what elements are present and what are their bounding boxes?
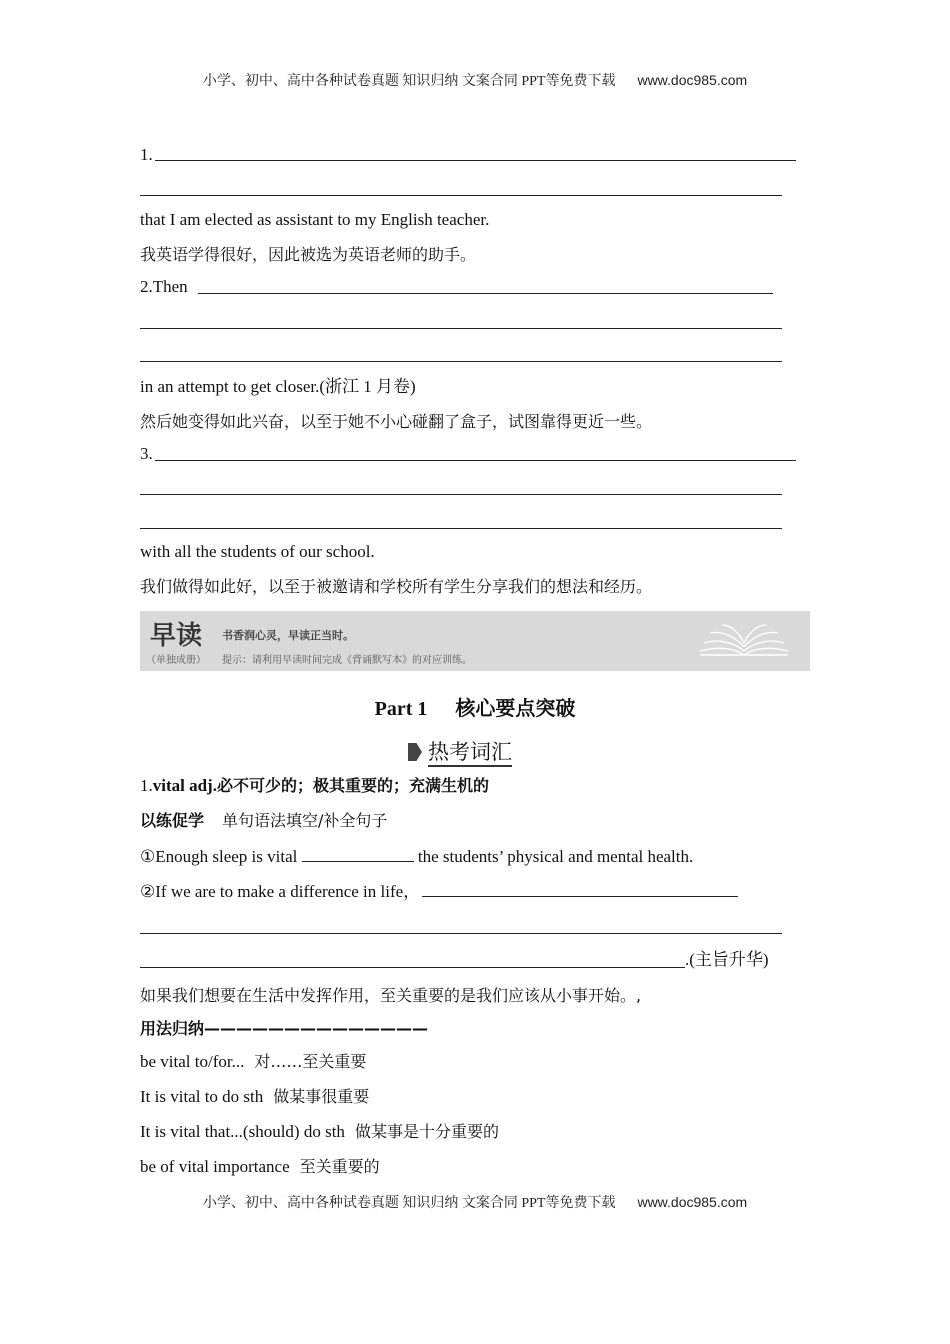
sentence-2-translation: 如果我们想要在生活中发挥作用，至关重要的是我们应该从小事开始。,: [140, 986, 642, 1005]
q3-blank-3[interactable]: [140, 528, 782, 529]
usage-item: [140, 1051, 366, 1073]
q2-blank-3[interactable]: [140, 361, 782, 362]
section-marker-icon: [408, 743, 422, 761]
header-url: www.doc985.com: [637, 72, 748, 88]
usage-zh: 做某事很重要: [273, 1087, 370, 1106]
q3-translation: 我们做得如此好，以至于被邀请和学校所有学生分享我们的想法和经历。: [140, 577, 653, 596]
sentence-2-blank-1[interactable]: [422, 880, 738, 897]
q1-end: that I am elected as assistant to my English teacher.: [140, 210, 490, 229]
q3-blank-2[interactable]: [140, 494, 782, 495]
usage-en: be of vital importance: [140, 1157, 290, 1176]
sentence-2-blank-3[interactable]: [140, 967, 685, 968]
q3-number: 3.: [140, 444, 153, 463]
header-text: 小学、初中、高中各种试卷真题 知识归纳 文案合同 PPT等免费下载: [202, 74, 616, 89]
banner-tip: 提示：请利用早读时间完成《背诵默写本》的对应训练。: [222, 655, 472, 666]
practice-line: [140, 810, 387, 832]
banner-subtitle: （单独成册）: [146, 655, 206, 666]
q1-number: 1.: [140, 145, 153, 164]
vocab-entry: [140, 775, 489, 797]
q1-translation: 我英语学得很好，因此被选为英语老师的助手。: [140, 245, 477, 264]
practice-label: 以练促学: [140, 811, 205, 830]
page-header: [0, 70, 950, 90]
sentence-2: [140, 880, 738, 903]
q3-blank-1[interactable]: [155, 460, 796, 461]
q3-line: [140, 443, 153, 465]
sentence-2-start: ②If we are to make a difference in life，: [140, 882, 421, 901]
footer-text: 小学、初中、高中各种试卷真题 知识归纳 文案合同 PPT等免费下载: [202, 1196, 616, 1211]
sentence-2-tag: .(主旨升华): [685, 950, 769, 969]
part-heading: [0, 692, 950, 721]
q2-start: 2.Then: [140, 277, 188, 296]
section-heading: [408, 736, 512, 766]
sentence-1-start: ①Enough sleep is vital: [140, 847, 298, 866]
usage-label: 用法归纳——————————————: [140, 1019, 429, 1038]
sentence-1-blank[interactable]: [302, 845, 414, 862]
banner-title: 早读: [150, 621, 203, 651]
usage-zh: 做某事是十分重要的: [354, 1122, 499, 1141]
page-footer: [0, 1192, 950, 1212]
banner-slogan: 书香润心灵，早读正当时。: [222, 629, 354, 642]
usage-item: [140, 1086, 369, 1108]
usage-item: [140, 1121, 499, 1143]
vocab-entry-word: vital adj.: [152, 776, 217, 795]
q1-blank-1[interactable]: [155, 160, 796, 161]
practice-type: 单句语法填空/补全句子: [222, 811, 388, 830]
q2-blank-1[interactable]: [198, 293, 773, 294]
q1-blank-2[interactable]: [140, 195, 782, 196]
sentence-1-end: the students’ physical and mental health.: [417, 847, 694, 866]
q2-translation: 然后她变得如此兴奋，以至于她不小心碰翻了盒子，试图靠得更近一些。: [140, 412, 653, 431]
q3-end: with all the students of our school.: [140, 542, 375, 561]
q2-blank-2[interactable]: [140, 328, 782, 329]
vocab-entry-number: 1.: [140, 776, 153, 795]
open-book-icon: [696, 621, 792, 661]
usage-en: be vital to/for...: [140, 1052, 245, 1071]
part-label: Part 1: [374, 698, 428, 720]
part-title: 核心要点突破: [455, 696, 576, 720]
sentence-1: [140, 845, 693, 868]
section-title: 热考词汇: [428, 740, 512, 767]
vocab-entry-meaning: 必不可少的；极其重要的；充满生机的: [216, 776, 489, 795]
sentence-2-blank-2[interactable]: [140, 933, 782, 934]
usage-en: It is vital to do sth: [140, 1087, 264, 1106]
usage-zh: 至关重要的: [299, 1157, 380, 1176]
usage-item: [140, 1156, 380, 1178]
usage-en: It is vital that...(should) do sth: [140, 1122, 345, 1141]
usage-zh: 对……至关重要: [254, 1052, 367, 1071]
q1-line: [140, 144, 153, 166]
morning-reading-banner: [140, 611, 810, 671]
footer-url: www.doc985.com: [637, 1194, 748, 1210]
q2-end: in an attempt to get closer.(浙江 1 月卷): [140, 377, 416, 396]
